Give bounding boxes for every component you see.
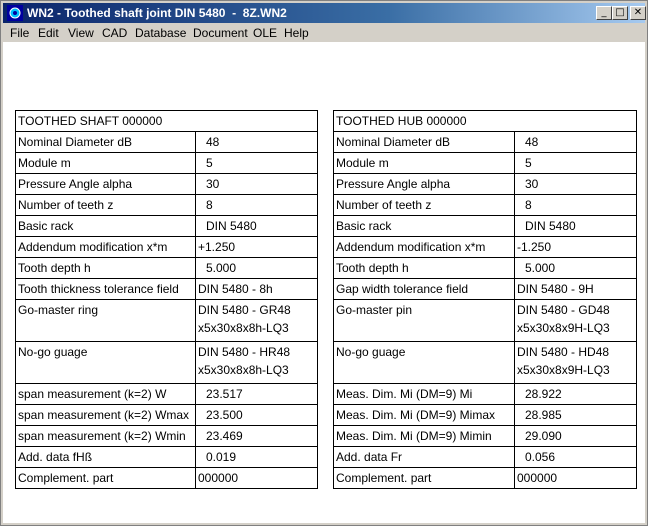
row-label: Go-master pin — [334, 300, 515, 342]
table-row — [334, 426, 637, 447]
table-row — [334, 342, 637, 384]
row-label: Nominal Diameter dB — [334, 132, 515, 153]
row-value — [196, 300, 318, 342]
row-value — [196, 342, 318, 384]
row-label: Tooth thickness tolerance field — [16, 279, 196, 300]
row-value — [515, 342, 637, 384]
row-label: Meas. Dim. Mi (DM=9) Mi — [334, 384, 515, 405]
table-row — [16, 237, 318, 258]
table-row — [16, 342, 318, 384]
row-value: 000000 — [515, 468, 637, 489]
row-value: 30 — [196, 174, 318, 195]
row-label: span measurement (k=2) Wmin — [16, 426, 196, 447]
row-label: Pressure Angle alpha — [16, 174, 196, 195]
row-label: Tooth depth h — [16, 258, 196, 279]
table-row — [334, 447, 637, 468]
table-row — [16, 195, 318, 216]
row-value-line1: DIN 5480 - HD48 — [517, 345, 610, 359]
row-label: Tooth depth h — [334, 258, 515, 279]
row-value-line2: x5x30x8x9H-LQ3 — [517, 321, 610, 335]
row-label: Meas. Dim. Mi (DM=9) Mimin — [334, 426, 515, 447]
row-label: Complement. part — [334, 468, 515, 489]
table-row — [16, 447, 318, 468]
row-label: Number of teeth z — [16, 195, 196, 216]
row-label: Go-master ring — [16, 300, 196, 342]
row-value: 30 — [515, 174, 637, 195]
row-value: 5 — [515, 153, 637, 174]
row-value-line1: DIN 5480 - GD48 — [517, 303, 610, 317]
row-label: span measurement (k=2) W — [16, 384, 196, 405]
table-header: TOOTHED HUB 000000 — [334, 111, 637, 132]
row-value: 28.922 — [515, 384, 637, 405]
row-label: No-go guage — [16, 342, 196, 384]
row-value: 28.985 — [515, 405, 637, 426]
table-row — [334, 195, 637, 216]
row-label: Addendum modification x*m — [334, 237, 515, 258]
table-row — [16, 132, 318, 153]
table-row — [16, 279, 318, 300]
row-value: 5.000 — [196, 258, 318, 279]
row-value-line2: x5x30x8x8h-LQ3 — [198, 363, 289, 377]
table-row — [334, 300, 637, 342]
table-header: TOOTHED SHAFT 000000 — [16, 111, 318, 132]
row-value: 8 — [515, 195, 637, 216]
row-value: 23.517 — [196, 384, 318, 405]
row-value: 0.056 — [515, 447, 637, 468]
row-value: DIN 5480 - 9H — [515, 279, 637, 300]
maximize-button[interactable]: □ — [612, 6, 628, 20]
table-row — [334, 132, 637, 153]
row-label: Module m — [334, 153, 515, 174]
row-label: Complement. part — [16, 468, 196, 489]
row-label: Add. data Fr — [334, 447, 515, 468]
table-row — [16, 468, 318, 489]
row-label: Add. data fHß — [16, 447, 196, 468]
row-value: 48 — [196, 132, 318, 153]
table-row — [334, 258, 637, 279]
table-row — [16, 174, 318, 195]
menu-edit[interactable]: Edit — [38, 26, 59, 40]
table-row — [16, 258, 318, 279]
row-label: Pressure Angle alpha — [334, 174, 515, 195]
menu-document[interactable]: Document — [193, 26, 248, 40]
table-row — [334, 216, 637, 237]
table-row — [334, 384, 637, 405]
row-value: 48 — [515, 132, 637, 153]
table-row — [16, 216, 318, 237]
table-row — [16, 384, 318, 405]
title-bar[interactable] — [3, 3, 645, 23]
row-value: 23.500 — [196, 405, 318, 426]
row-value — [515, 300, 637, 342]
row-label: Module m — [16, 153, 196, 174]
toothed-shaft-table — [15, 110, 318, 489]
table-row — [16, 300, 318, 342]
row-value: DIN 5480 — [515, 216, 637, 237]
table-row — [16, 405, 318, 426]
app-gear-icon — [7, 5, 23, 21]
table-row — [334, 405, 637, 426]
table-row — [334, 468, 637, 489]
row-label: Addendum modification x*m — [16, 237, 196, 258]
row-value: 5 — [196, 153, 318, 174]
row-value: DIN 5480 — [196, 216, 318, 237]
menu-ole[interactable]: OLE — [253, 26, 278, 40]
row-value: 000000 — [196, 468, 318, 489]
row-label: span measurement (k=2) Wmax — [16, 405, 196, 426]
row-value: DIN 5480 - 8h — [196, 279, 318, 300]
row-value-line1: DIN 5480 - HR48 — [198, 345, 291, 359]
row-label: Gap width tolerance field — [334, 279, 515, 300]
document-area — [3, 42, 645, 523]
menu-file[interactable]: File — [10, 26, 30, 40]
menu-view[interactable]: View — [68, 26, 94, 40]
row-value: 23.469 — [196, 426, 318, 447]
table-row — [334, 279, 637, 300]
row-value: +1.250 — [196, 237, 318, 258]
menu-bar — [3, 23, 645, 42]
table-row — [16, 153, 318, 174]
row-value: 29.090 — [515, 426, 637, 447]
menu-cad[interactable]: CAD — [102, 26, 128, 40]
table-row — [334, 174, 637, 195]
row-label: No-go guage — [334, 342, 515, 384]
row-value: 8 — [196, 195, 318, 216]
table-row — [16, 426, 318, 447]
row-label: Number of teeth z — [334, 195, 515, 216]
row-value: 5.000 — [515, 258, 637, 279]
row-label: Basic rack — [16, 216, 196, 237]
row-value-line2: x5x30x8x8h-LQ3 — [198, 321, 289, 335]
window-title: WN2 - Toothed shaft joint DIN 5480 - 8Z.WN2 — [27, 6, 287, 20]
menu-database[interactable]: Database — [135, 26, 187, 40]
table-row — [334, 237, 637, 258]
row-label: Meas. Dim. Mi (DM=9) Mimax — [334, 405, 515, 426]
menu-help[interactable]: Help — [284, 26, 309, 40]
table-row — [334, 153, 637, 174]
row-value-line2: x5x30x8x9H-LQ3 — [517, 363, 610, 377]
row-value-line1: DIN 5480 - GR48 — [198, 303, 291, 317]
toothed-hub-table — [333, 110, 637, 489]
row-value: 0.019 — [196, 447, 318, 468]
row-label: Basic rack — [334, 216, 515, 237]
close-button[interactable]: ✕ — [630, 6, 646, 20]
minimize-button[interactable]: _ — [596, 6, 612, 20]
row-value: -1.250 — [515, 237, 637, 258]
row-label: Nominal Diameter dB — [16, 132, 196, 153]
